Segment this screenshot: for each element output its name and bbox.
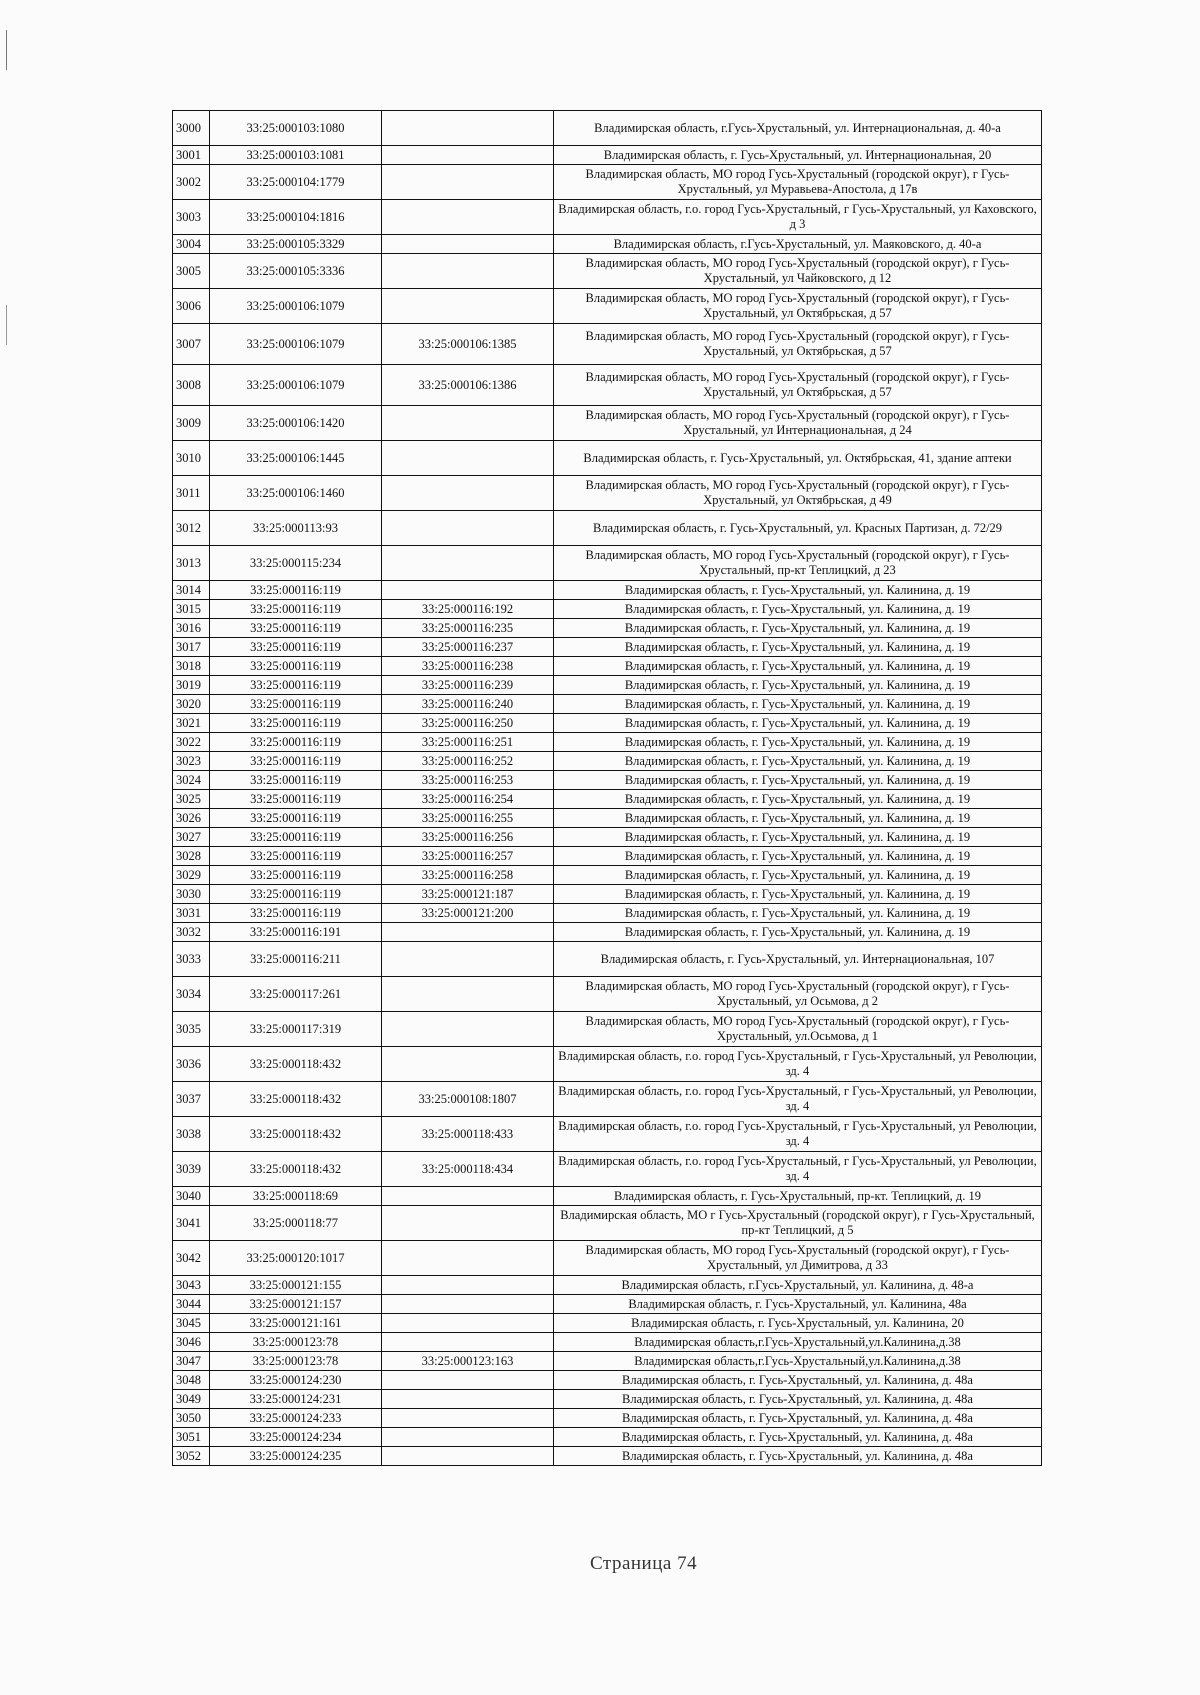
sub-cadastral-number-cell: 33:25:000106:1385 [382, 324, 554, 365]
sub-cadastral-number-cell [382, 1206, 554, 1241]
sub-cadastral-number-cell [382, 1012, 554, 1047]
sub-cadastral-number-cell: 33:25:000121:200 [382, 904, 554, 923]
sub-cadastral-number-cell [382, 200, 554, 235]
row-number-cell: 3040 [173, 1187, 210, 1206]
row-number-cell: 3011 [173, 476, 210, 511]
address-cell: Владимирская область, МО город Гусь-Хрустальный (городской округ), г Гусь-Хрустальный, ул.Осьмова, д 1 [554, 1012, 1042, 1047]
address-cell: Владимирская область, г.о. город Гусь-Хрустальный, г Гусь-Хрустальный, ул Революции, зд. 4 [554, 1152, 1042, 1187]
table-row [173, 809, 1042, 828]
row-number-cell: 3051 [173, 1428, 210, 1447]
sub-cadastral-number-cell [382, 441, 554, 476]
row-number-cell: 3048 [173, 1371, 210, 1390]
row-number-cell: 3044 [173, 1295, 210, 1314]
cadastral-number-cell: 33:25:000104:1816 [210, 200, 382, 235]
cadastral-number-cell: 33:25:000121:157 [210, 1295, 382, 1314]
address-cell: Владимирская область, МО город Гусь-Хрустальный (городской округ), г Гусь-Хрустальный, ул Димитрова, д 33 [554, 1241, 1042, 1276]
sub-cadastral-number-cell [382, 111, 554, 146]
sub-cadastral-number-cell: 33:25:000116:251 [382, 733, 554, 752]
address-cell: Владимирская область, г. Гусь-Хрустальный, ул. Калинина, д. 19 [554, 695, 1042, 714]
table-row [173, 1117, 1042, 1152]
table-row [173, 235, 1042, 254]
cadastral-number-cell: 33:25:000116:119 [210, 904, 382, 923]
address-cell: Владимирская область, г.Гусь-Хрустальный, ул. Калинина, д. 48-а [554, 1276, 1042, 1295]
row-number-cell: 3025 [173, 790, 210, 809]
cadastral-number-cell: 33:25:000124:231 [210, 1390, 382, 1409]
cadastral-number-cell: 33:25:000117:261 [210, 977, 382, 1012]
address-cell: Владимирская область, г. Гусь-Хрустальный, ул. Калинина, д. 48а [554, 1409, 1042, 1428]
table-row [173, 1390, 1042, 1409]
cadastral-number-cell: 33:25:000120:1017 [210, 1241, 382, 1276]
address-cell: Владимирская область, г. Гусь-Хрустальный, ул. Калинина, д. 19 [554, 847, 1042, 866]
address-cell: Владимирская область, г. Гусь-Хрустальный, ул. Калинина, д. 19 [554, 771, 1042, 790]
sub-cadastral-number-cell: 33:25:000118:434 [382, 1152, 554, 1187]
row-number-cell: 3047 [173, 1352, 210, 1371]
address-cell: Владимирская область, г. Гусь-Хрустальный, ул. Калинина, д. 19 [554, 638, 1042, 657]
sub-cadastral-number-cell: 33:25:000118:433 [382, 1117, 554, 1152]
table-row [173, 146, 1042, 165]
table-row [173, 923, 1042, 942]
cadastral-number-cell: 33:25:000116:119 [210, 619, 382, 638]
row-number-cell: 3035 [173, 1012, 210, 1047]
table-row [173, 1047, 1042, 1082]
sub-cadastral-number-cell [382, 1314, 554, 1333]
table-row [173, 790, 1042, 809]
address-cell: Владимирская область, г.Гусь-Хрустальный, ул. Маяковского, д. 40-а [554, 235, 1042, 254]
sub-cadastral-number-cell [382, 977, 554, 1012]
sub-cadastral-number-cell [382, 546, 554, 581]
cadastral-number-cell: 33:25:000116:119 [210, 828, 382, 847]
cadastral-number-cell: 33:25:000105:3329 [210, 235, 382, 254]
table-row [173, 942, 1042, 977]
table-row [173, 1314, 1042, 1333]
row-number-cell: 3021 [173, 714, 210, 733]
row-number-cell: 3024 [173, 771, 210, 790]
row-number-cell: 3016 [173, 619, 210, 638]
table-row [173, 904, 1042, 923]
address-cell: Владимирская область, г. Гусь-Хрустальный, ул. Калинина, д. 19 [554, 828, 1042, 847]
row-number-cell: 3008 [173, 365, 210, 406]
sub-cadastral-number-cell [382, 1428, 554, 1447]
address-cell: Владимирская область, г. Гусь-Хрустальный, ул. Калинина, д. 19 [554, 581, 1042, 600]
table-row [173, 828, 1042, 847]
cadastral-number-cell: 33:25:000123:78 [210, 1352, 382, 1371]
table-row [173, 1152, 1042, 1187]
address-cell: Владимирская область, г. Гусь-Хрустальный, ул. Калинина, д. 19 [554, 600, 1042, 619]
sub-cadastral-number-cell: 33:25:000123:163 [382, 1352, 554, 1371]
row-number-cell: 3013 [173, 546, 210, 581]
row-number-cell: 3023 [173, 752, 210, 771]
row-number-cell: 3046 [173, 1333, 210, 1352]
table-row [173, 200, 1042, 235]
cadastral-number-cell: 33:25:000124:234 [210, 1428, 382, 1447]
sub-cadastral-number-cell: 33:25:000116:237 [382, 638, 554, 657]
cadastral-number-cell: 33:25:000116:119 [210, 695, 382, 714]
sub-cadastral-number-cell: 33:25:000108:1807 [382, 1082, 554, 1117]
row-number-cell: 3050 [173, 1409, 210, 1428]
sub-cadastral-number-cell: 33:25:000116:253 [382, 771, 554, 790]
cadastral-number-cell: 33:25:000116:119 [210, 771, 382, 790]
cadastral-number-cell: 33:25:000116:119 [210, 657, 382, 676]
table-row [173, 638, 1042, 657]
sub-cadastral-number-cell: 33:25:000116:254 [382, 790, 554, 809]
sub-cadastral-number-cell [382, 235, 554, 254]
table-row [173, 111, 1042, 146]
sub-cadastral-number-cell [382, 1047, 554, 1082]
row-number-cell: 3006 [173, 289, 210, 324]
address-cell: Владимирская область, г. Гусь-Хрустальный, ул. Калинина, д. 19 [554, 733, 1042, 752]
row-number-cell: 3018 [173, 657, 210, 676]
table-row [173, 1352, 1042, 1371]
cadastral-register-table [172, 110, 1042, 1466]
table-row [173, 885, 1042, 904]
address-cell: Владимирская область, г. Гусь-Хрустальный, ул. Калинина, д. 48а [554, 1390, 1042, 1409]
address-cell: Владимирская область, г. Гусь-Хрустальный, ул. Калинина, д. 19 [554, 866, 1042, 885]
sub-cadastral-number-cell [382, 254, 554, 289]
sub-cadastral-number-cell [382, 146, 554, 165]
sub-cadastral-number-cell: 33:25:000116:238 [382, 657, 554, 676]
cadastral-number-cell: 33:25:000124:230 [210, 1371, 382, 1390]
sub-cadastral-number-cell [382, 1371, 554, 1390]
table-row [173, 1187, 1042, 1206]
sub-cadastral-number-cell [382, 1276, 554, 1295]
address-cell: Владимирская область, МО г Гусь-Хрустальный (городской округ), г Гусь-Хрустальный, пр-кт Теплицкий, д 5 [554, 1206, 1042, 1241]
sub-cadastral-number-cell: 33:25:000116:250 [382, 714, 554, 733]
sub-cadastral-number-cell: 33:25:000116:257 [382, 847, 554, 866]
row-number-cell: 3049 [173, 1390, 210, 1409]
cadastral-number-cell: 33:25:000116:119 [210, 581, 382, 600]
row-number-cell: 3032 [173, 923, 210, 942]
cadastral-number-cell: 33:25:000106:1079 [210, 324, 382, 365]
table-row [173, 1409, 1042, 1428]
cadastral-number-cell: 33:25:000116:119 [210, 885, 382, 904]
sub-cadastral-number-cell [382, 1187, 554, 1206]
cadastral-number-cell: 33:25:000116:119 [210, 752, 382, 771]
sub-cadastral-number-cell [382, 1409, 554, 1428]
sub-cadastral-number-cell: 33:25:000106:1386 [382, 365, 554, 406]
table-row [173, 406, 1042, 441]
cadastral-number-cell: 33:25:000116:119 [210, 638, 382, 657]
table-row [173, 714, 1042, 733]
table-row [173, 1012, 1042, 1047]
table-row [173, 1333, 1042, 1352]
cadastral-number-cell: 33:25:000113:93 [210, 511, 382, 546]
row-number-cell: 3014 [173, 581, 210, 600]
address-cell: Владимирская область, г. Гусь-Хрустальный, ул. Интернациональная, 20 [554, 146, 1042, 165]
sub-cadastral-number-cell: 33:25:000116:258 [382, 866, 554, 885]
address-cell: Владимирская область, МО город Гусь-Хрустальный (городской округ), г Гусь-Хрустальный, ул Интернациональная, д 24 [554, 406, 1042, 441]
address-cell: Владимирская область,г.Гусь-Хрустальный,ул.Калинина,д.38 [554, 1352, 1042, 1371]
row-number-cell: 3029 [173, 866, 210, 885]
address-cell: Владимирская область, г.о. город Гусь-Хрустальный, г Гусь-Хрустальный, ул Революции, зд. 4 [554, 1082, 1042, 1117]
table-row [173, 324, 1042, 365]
row-number-cell: 3042 [173, 1241, 210, 1276]
address-cell: Владимирская область, г.о. город Гусь-Хрустальный, г Гусь-Хрустальный, ул Революции, зд. 4 [554, 1047, 1042, 1082]
cadastral-number-cell: 33:25:000116:119 [210, 714, 382, 733]
register-table-body [173, 111, 1042, 1466]
sub-cadastral-number-cell [382, 476, 554, 511]
row-number-cell: 3003 [173, 200, 210, 235]
address-cell: Владимирская область, г. Гусь-Хрустальный, ул. Калинина, д. 48а [554, 1371, 1042, 1390]
table-row [173, 695, 1042, 714]
address-cell: Владимирская область, МО город Гусь-Хрустальный (городской округ), г Гусь-Хрустальный, ул Октябрьская, д 57 [554, 365, 1042, 406]
cadastral-number-cell: 33:25:000118:69 [210, 1187, 382, 1206]
sub-cadastral-number-cell [382, 406, 554, 441]
row-number-cell: 3039 [173, 1152, 210, 1187]
address-cell: Владимирская область, г. Гусь-Хрустальный, ул. Калинина, д. 48а [554, 1447, 1042, 1466]
table-row [173, 1295, 1042, 1314]
row-number-cell: 3015 [173, 600, 210, 619]
table-row [173, 1276, 1042, 1295]
address-cell: Владимирская область, г. Гусь-Хрустальный, ул. Калинина, д. 19 [554, 809, 1042, 828]
table-row [173, 977, 1042, 1012]
address-cell: Владимирская область, г. Гусь-Хрустальный, ул. Калинина, д. 19 [554, 885, 1042, 904]
table-row [173, 254, 1042, 289]
table-row [173, 546, 1042, 581]
address-cell: Владимирская область, г. Гусь-Хрустальный, ул. Калинина, д. 19 [554, 923, 1042, 942]
table-row [173, 476, 1042, 511]
table-row [173, 676, 1042, 695]
row-number-cell: 3019 [173, 676, 210, 695]
table-row [173, 619, 1042, 638]
table-row [173, 365, 1042, 406]
row-number-cell: 3001 [173, 146, 210, 165]
sub-cadastral-number-cell [382, 289, 554, 324]
address-cell: Владимирская область, г. Гусь-Хрустальный, ул. Калинина, 20 [554, 1314, 1042, 1333]
cadastral-number-cell: 33:25:000106:1420 [210, 406, 382, 441]
table-row [173, 1371, 1042, 1390]
sub-cadastral-number-cell [382, 1333, 554, 1352]
address-cell: Владимирская область, г. Гусь-Хрустальный, ул. Калинина, д. 19 [554, 752, 1042, 771]
table-row [173, 1082, 1042, 1117]
row-number-cell: 3026 [173, 809, 210, 828]
row-number-cell: 3041 [173, 1206, 210, 1241]
sub-cadastral-number-cell [382, 1241, 554, 1276]
cadastral-number-cell: 33:25:000116:119 [210, 676, 382, 695]
address-cell: Владимирская область,г.Гусь-Хрустальный,ул.Калинина,д.38 [554, 1333, 1042, 1352]
table-row [173, 1206, 1042, 1241]
row-number-cell: 3031 [173, 904, 210, 923]
cadastral-number-cell: 33:25:000116:119 [210, 733, 382, 752]
address-cell: Владимирская область, г.о. город Гусь-Хрустальный, г Гусь-Хрустальный, ул Революции, зд. 4 [554, 1117, 1042, 1152]
address-cell: Владимирская область, г. Гусь-Хрустальный, ул. Калинина, 48а [554, 1295, 1042, 1314]
cadastral-number-cell: 33:25:000115:234 [210, 546, 382, 581]
row-number-cell: 3000 [173, 111, 210, 146]
table-row [173, 600, 1042, 619]
cadastral-number-cell: 33:25:000124:235 [210, 1447, 382, 1466]
row-number-cell: 3009 [173, 406, 210, 441]
sub-cadastral-number-cell [382, 165, 554, 200]
table-row [173, 1428, 1042, 1447]
cadastral-number-cell: 33:25:000123:78 [210, 1333, 382, 1352]
address-cell: Владимирская область, МО город Гусь-Хрустальный (городской округ), г Гусь-Хрустальный, ул Октябрьская, д 57 [554, 324, 1042, 365]
sub-cadastral-number-cell: 33:25:000116:252 [382, 752, 554, 771]
table-row [173, 441, 1042, 476]
row-number-cell: 3052 [173, 1447, 210, 1466]
table-row [173, 771, 1042, 790]
scan-margin-mark [6, 305, 7, 345]
cadastral-number-cell: 33:25:000118:432 [210, 1117, 382, 1152]
cadastral-number-cell: 33:25:000116:119 [210, 847, 382, 866]
row-number-cell: 3028 [173, 847, 210, 866]
row-number-cell: 3020 [173, 695, 210, 714]
cadastral-number-cell: 33:25:000106:1445 [210, 441, 382, 476]
row-number-cell: 3034 [173, 977, 210, 1012]
address-cell: Владимирская область, МО город Гусь-Хрустальный (городской округ), г Гусь-Хрустальный, пр-кт Теплицкий, д 23 [554, 546, 1042, 581]
sub-cadastral-number-cell: 33:25:000116:255 [382, 809, 554, 828]
address-cell: Владимирская область, г. Гусь-Хрустальный, ул. Интернациональная, 107 [554, 942, 1042, 977]
address-cell: Владимирская область, г. Гусь-Хрустальный, ул. Октябрьская, 41, здание аптеки [554, 441, 1042, 476]
sub-cadastral-number-cell [382, 923, 554, 942]
sub-cadastral-number-cell: 33:25:000116:235 [382, 619, 554, 638]
address-cell: Владимирская область, МО город Гусь-Хрустальный (городской округ), г Гусь-Хрустальный, ул Чайковского, д 12 [554, 254, 1042, 289]
row-number-cell: 3005 [173, 254, 210, 289]
sub-cadastral-number-cell [382, 511, 554, 546]
address-cell: Владимирская область, МО город Гусь-Хрустальный (городской округ), г Гусь-Хрустальный, ул Осьмова, д 2 [554, 977, 1042, 1012]
row-number-cell: 3038 [173, 1117, 210, 1152]
sub-cadastral-number-cell: 33:25:000116:192 [382, 600, 554, 619]
address-cell: Владимирская область, г. Гусь-Хрустальный, ул. Калинина, д. 19 [554, 676, 1042, 695]
address-cell: Владимирская область, МО город Гусь-Хрустальный (городской округ), г Гусь-Хрустальный, ул Октябрьская, д 57 [554, 289, 1042, 324]
table-row [173, 866, 1042, 885]
row-number-cell: 3037 [173, 1082, 210, 1117]
table-row [173, 657, 1042, 676]
address-cell: Владимирская область, г.Гусь-Хрустальный, ул. Интернациональная, д. 40-а [554, 111, 1042, 146]
row-number-cell: 3022 [173, 733, 210, 752]
row-number-cell: 3027 [173, 828, 210, 847]
address-cell: Владимирская область, г. Гусь-Хрустальный, ул. Красных Партизан, д. 72/29 [554, 511, 1042, 546]
sub-cadastral-number-cell [382, 942, 554, 977]
cadastral-number-cell: 33:25:000116:191 [210, 923, 382, 942]
cadastral-number-cell: 33:25:000116:211 [210, 942, 382, 977]
table-row [173, 289, 1042, 324]
address-cell: Владимирская область, МО город Гусь-Хрустальный (городской округ), г Гусь-Хрустальный, ул Муравьева-Апостола, д 17в [554, 165, 1042, 200]
row-number-cell: 3043 [173, 1276, 210, 1295]
table-row [173, 733, 1042, 752]
table-row [173, 165, 1042, 200]
address-cell: Владимирская область, г. Гусь-Хрустальный, ул. Калинина, д. 19 [554, 657, 1042, 676]
cadastral-number-cell: 33:25:000118:432 [210, 1047, 382, 1082]
sub-cadastral-number-cell [382, 1447, 554, 1466]
table-row [173, 752, 1042, 771]
cadastral-number-cell: 33:25:000103:1080 [210, 111, 382, 146]
row-number-cell: 3012 [173, 511, 210, 546]
cadastral-number-cell: 33:25:000116:119 [210, 790, 382, 809]
cadastral-number-cell: 33:25:000106:1079 [210, 365, 382, 406]
cadastral-number-cell: 33:25:000106:1079 [210, 289, 382, 324]
sub-cadastral-number-cell: 33:25:000116:240 [382, 695, 554, 714]
row-number-cell: 3033 [173, 942, 210, 977]
row-number-cell: 3017 [173, 638, 210, 657]
sub-cadastral-number-cell: 33:25:000121:187 [382, 885, 554, 904]
cadastral-number-cell: 33:25:000118:77 [210, 1206, 382, 1241]
sub-cadastral-number-cell: 33:25:000116:239 [382, 676, 554, 695]
cadastral-number-cell: 33:25:000121:161 [210, 1314, 382, 1333]
row-number-cell: 3002 [173, 165, 210, 200]
address-cell: Владимирская область, г. Гусь-Хрустальный, пр-кт. Теплицкий, д. 19 [554, 1187, 1042, 1206]
cadastral-number-cell: 33:25:000104:1779 [210, 165, 382, 200]
address-cell: Владимирская область, г. Гусь-Хрустальный, ул. Калинина, д. 48а [554, 1428, 1042, 1447]
sub-cadastral-number-cell [382, 1390, 554, 1409]
cadastral-number-cell: 33:25:000103:1081 [210, 146, 382, 165]
row-number-cell: 3045 [173, 1314, 210, 1333]
row-number-cell: 3036 [173, 1047, 210, 1082]
sub-cadastral-number-cell: 33:25:000116:256 [382, 828, 554, 847]
address-cell: Владимирская область, г.о. город Гусь-Хрустальный, г Гусь-Хрустальный, ул Каховского, д 3 [554, 200, 1042, 235]
cadastral-number-cell: 33:25:000121:155 [210, 1276, 382, 1295]
cadastral-number-cell: 33:25:000117:319 [210, 1012, 382, 1047]
page-number-footer: Страница 74 [590, 1553, 698, 1574]
row-number-cell: 3030 [173, 885, 210, 904]
cadastral-number-cell: 33:25:000124:233 [210, 1409, 382, 1428]
row-number-cell: 3007 [173, 324, 210, 365]
cadastral-number-cell: 33:25:000118:432 [210, 1152, 382, 1187]
address-cell: Владимирская область, г. Гусь-Хрустальный, ул. Калинина, д. 19 [554, 714, 1042, 733]
address-cell: Владимирская область, г. Гусь-Хрустальный, ул. Калинина, д. 19 [554, 619, 1042, 638]
address-cell: Владимирская область, МО город Гусь-Хрустальный (городской округ), г Гусь-Хрустальный, ул Октябрьская, д 49 [554, 476, 1042, 511]
address-cell: Владимирская область, г. Гусь-Хрустальный, ул. Калинина, д. 19 [554, 790, 1042, 809]
table-row [173, 1447, 1042, 1466]
table-row [173, 511, 1042, 546]
sub-cadastral-number-cell [382, 581, 554, 600]
sub-cadastral-number-cell [382, 1295, 554, 1314]
table-row [173, 581, 1042, 600]
cadastral-number-cell: 33:25:000116:119 [210, 600, 382, 619]
cadastral-number-cell: 33:25:000106:1460 [210, 476, 382, 511]
table-row [173, 1241, 1042, 1276]
cadastral-number-cell: 33:25:000116:119 [210, 809, 382, 828]
cadastral-number-cell: 33:25:000105:3336 [210, 254, 382, 289]
row-number-cell: 3004 [173, 235, 210, 254]
cadastral-number-cell: 33:25:000116:119 [210, 866, 382, 885]
cadastral-number-cell: 33:25:000118:432 [210, 1082, 382, 1117]
address-cell: Владимирская область, г. Гусь-Хрустальный, ул. Калинина, д. 19 [554, 904, 1042, 923]
table-row [173, 847, 1042, 866]
row-number-cell: 3010 [173, 441, 210, 476]
scan-margin-mark [6, 30, 7, 70]
